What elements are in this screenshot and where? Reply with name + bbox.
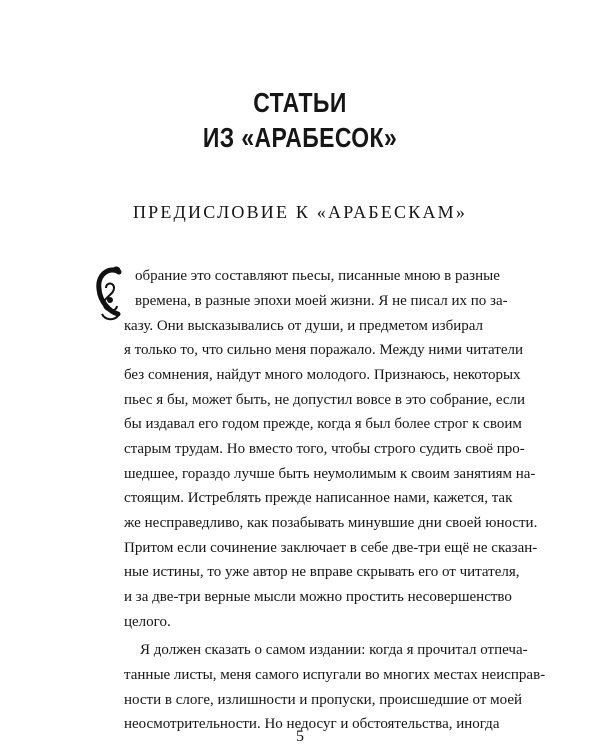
text-line: и за две-три верные мысли можно простить несовершенство xyxy=(124,589,512,605)
text-line: шедшее, гораздо лучше быть неумолимым к своим занятиям на- xyxy=(124,466,536,482)
text-line: целого. xyxy=(124,614,171,630)
text-line: времена, в разные эпохи моей жизни. Я не писал их по за- xyxy=(135,293,508,309)
text-line: же несправедливо, как позабывать минувшие дни своей юности. xyxy=(124,515,538,531)
text-line: без сомнения, найдут много молодого. Признаюсь, некоторых xyxy=(124,367,521,383)
text-line: казу. Они высказывались от души, и предметом избирал xyxy=(124,318,484,334)
section-title: ПРЕДИСЛОВИЕ К «АРАБЕСКАМ» xyxy=(132,202,468,222)
text-line: танные листы, меня самого испугали во многих местах неисправ- xyxy=(124,667,546,683)
text-line: старым трудам. Но вместо того, чтобы строго судить своё про- xyxy=(124,441,525,457)
text-line: я только то, что сильно меня поражало. Между ними читатели xyxy=(124,342,524,358)
chapter-title-line-2: ИЗ «АРАБЕСОК» xyxy=(202,122,398,153)
text-line: ные истины, то уже автор не вправе скрывать его от читателя, xyxy=(124,564,520,580)
text-line: стоящим. Истреблять прежде написанное нами, кажется, так xyxy=(124,490,513,506)
text-line: Притом если сочинение заключает в себе две-три ещё не сказан- xyxy=(124,540,538,556)
page-number: 5 xyxy=(296,728,304,745)
text-line: бы издавал его годом прежде, когда я был более строг к своим xyxy=(124,416,522,432)
text-line: обрание это составляют пьесы, писанные мною в разные xyxy=(135,268,500,284)
chapter-title-line-1: СТАТЬИ xyxy=(253,87,347,118)
text-line: Я должен сказать о самом издании: когда я прочитал отпеча- xyxy=(140,642,528,658)
text-line: неосмотрительности. Но недосуг и обстоятельства, иногда xyxy=(124,716,500,732)
ornamental-drop-cap xyxy=(94,264,124,324)
text-line: ности в слоге, излишности и пропуски, происшедшие от моей xyxy=(124,692,522,708)
text-line: пьес я бы, может быть, не допустил вовсе в это собрание, если xyxy=(124,392,526,408)
